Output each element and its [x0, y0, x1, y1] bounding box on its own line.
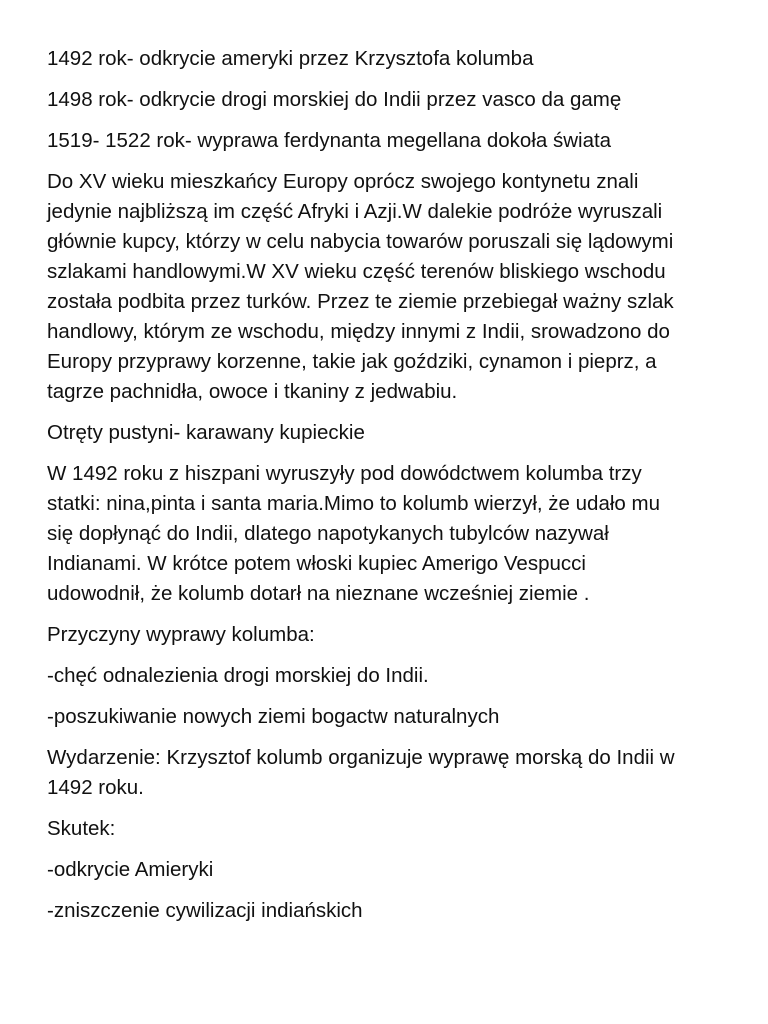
paragraph-desert-ships — [47, 418, 747, 448]
text-line: tagrze pachnidła, owoce i tkaniny z jedwabiu. — [47, 380, 458, 403]
paragraph-cause-1 — [47, 661, 747, 691]
text-line: 1498 rok- odkrycie drogi morskiej do Indii przez vasco da gamę — [47, 88, 622, 111]
text-line: Do XV wieku mieszkańcy Europy oprócz swojego kontynetu znali — [47, 170, 639, 193]
text-line: 1492 roku. — [47, 776, 144, 799]
text-line: głównie kupcy, którzy w celu nabycia towarów poruszali się lądowymi — [47, 230, 674, 253]
paragraph-causes-heading — [47, 620, 747, 650]
paragraph-effect-1 — [47, 855, 747, 885]
text-line: -odkrycie Amieryki — [47, 858, 214, 881]
paragraph-magellan — [47, 126, 747, 156]
text-line: została podbita przez turków. Przez te ziemie przebiegał ważny szlak — [47, 290, 674, 313]
paragraph-effect-heading — [47, 814, 747, 844]
paragraph-event — [47, 743, 747, 803]
paragraph-columbus-voyage — [47, 459, 747, 609]
paragraph-discovery-america — [47, 44, 747, 74]
paragraph-effect-2 — [47, 896, 747, 926]
text-line: Otręty pustyni- karawany kupieckie — [47, 421, 365, 444]
text-line: 1492 rok- odkrycie ameryki przez Krzysztofa kolumba — [47, 47, 534, 70]
text-line: -chęć odnalezienia drogi morskiej do Indii. — [47, 664, 429, 687]
text-line: Wydarzenie: Krzysztof kolumb organizuje wyprawę morską do Indii w — [47, 746, 675, 769]
text-line: -poszukiwanie nowych ziemi bogactw naturalnych — [47, 705, 500, 728]
text-line: 1519- 1522 rok- wyprawa ferdynanta megellana dokoła świata — [47, 129, 612, 152]
text-line: Europy przyprawy korzenne, takie jak goździki, cynamon i pieprz, a — [47, 350, 657, 373]
text-line: udowodnił, że kolumb dotarł na nieznane wcześniej ziemie . — [47, 582, 590, 605]
paragraph-europe-15th-century — [47, 167, 747, 407]
paragraph-cause-2 — [47, 702, 747, 732]
text-line: szlakami handlowymi.W XV wieku część terenów bliskiego wschodu — [47, 260, 666, 283]
document-page — [47, 44, 747, 937]
text-line: -zniszczenie cywilizacji indiańskich — [47, 899, 363, 922]
text-line: statki: nina,pinta i santa maria.Mimo to kolumb wierzył, że udało mu — [47, 492, 660, 515]
text-line: Przyczyny wyprawy kolumba: — [47, 623, 315, 646]
paragraph-vasco-da-gama — [47, 85, 747, 115]
text-line: handlowy, którym ze wschodu, między innymi z Indii, srowadzono do — [47, 320, 670, 343]
text-line: W 1492 roku z hiszpani wyruszyły pod dowódctwem kolumba trzy — [47, 462, 642, 485]
text-line: się dopłynąć do Indii, dlatego napotykanych tubylców nazywał — [47, 522, 609, 545]
text-line: Skutek: — [47, 817, 116, 840]
text-line: jedynie najbliższą im część Afryki i Azji.W dalekie podróże wyruszali — [47, 200, 663, 223]
text-line: Indianami. W krótce potem włoski kupiec Amerigo Vespucci — [47, 552, 586, 575]
